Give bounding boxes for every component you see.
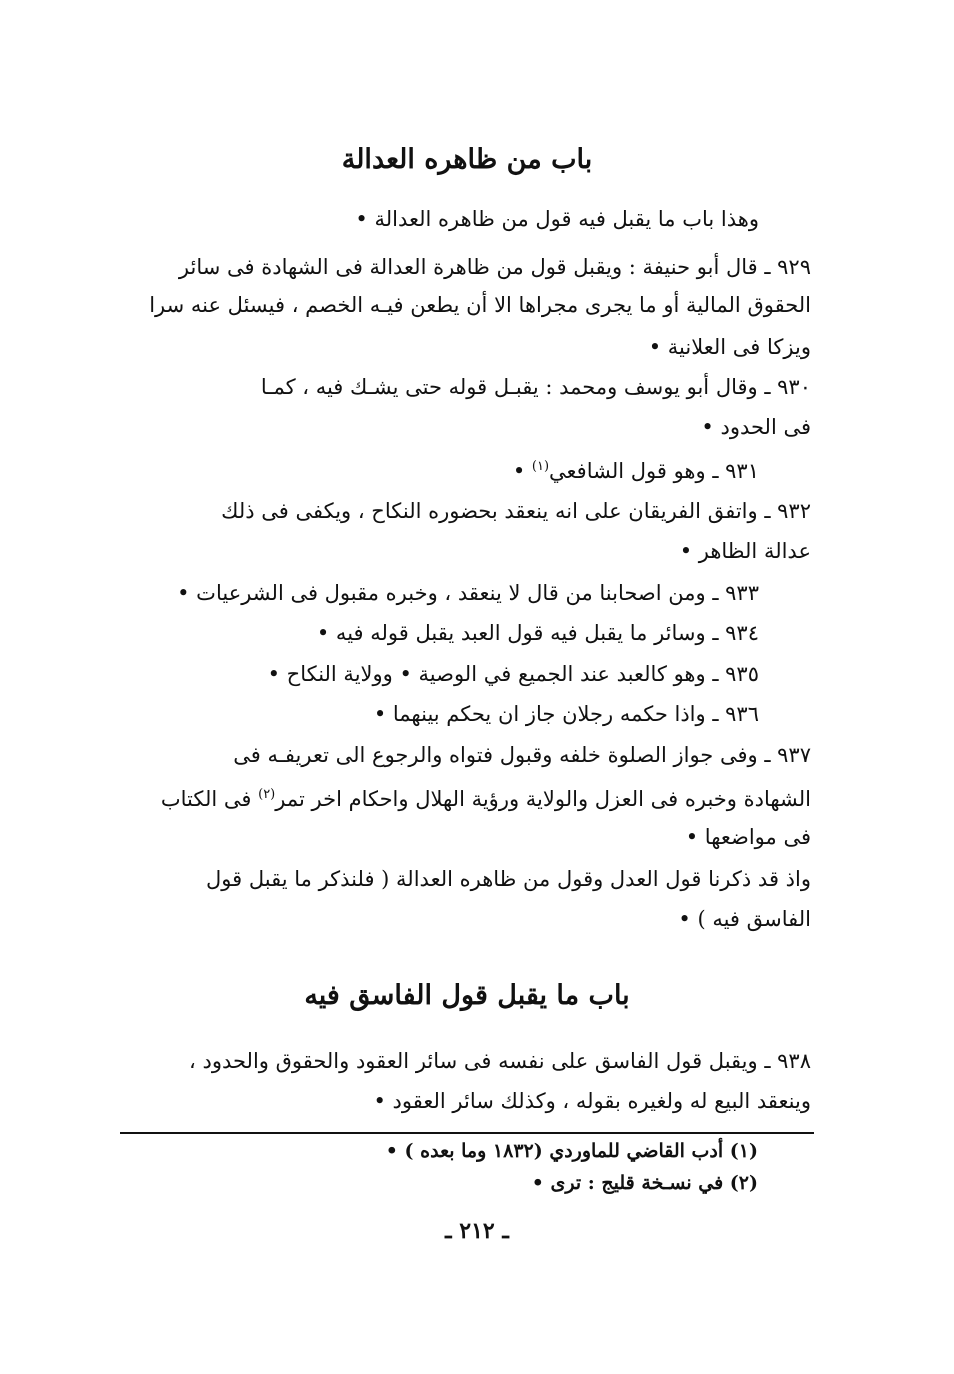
- text-line: الحقوق المالية أو ما يجرى مجراها الا أن يطعن فيـه الخصم ، فيسئل عنه سرا: [149, 293, 811, 317]
- text-line: ٩٣١ ـ وهو قول الشافعي: [549, 459, 759, 483]
- section-title-sinner-testimony: باب ما يقبل قول الفاسق فيه: [304, 980, 630, 1011]
- text-line: ٩٣٢ ـ واتفق الفريقان على انه ينعقد بحضوره النكاح ، ويكفى فى ذلك: [221, 499, 811, 523]
- text-line-937-cont: [121, 778, 811, 816]
- section-title-apparent-justice: باب من ظاهره العدالة: [341, 144, 593, 175]
- footnote-divider: [120, 1132, 814, 1134]
- text-line: ٩٣٤ ـ وسائر ما يقبل فيه قول العبد يقبل قوله فيه •: [316, 621, 759, 645]
- footnote-ref-1: (١): [531, 459, 550, 474]
- text-line: وهذا باب ما يقبل فيه قول من ظاهره العدالة •: [355, 207, 759, 231]
- text-line: الفاسق فيه ) •: [678, 907, 811, 931]
- text-line: ٩٣٠ ـ وقال أبو يوسف ومحمد : يقبـل قوله حتى يشـك فيه ، كمـا: [260, 375, 811, 399]
- text-line: ٩٣٨ ـ ويقبل قول الفاسق على نفسه فى سائر العقود والحقوق والحدود ،: [189, 1049, 811, 1073]
- text-line: فى مواضعها •: [685, 825, 811, 849]
- text-line: عدالة الظاهر •: [679, 539, 811, 563]
- text-line: ويزكا فى العلانية •: [648, 335, 811, 359]
- text-line-931: [119, 450, 759, 488]
- text-line-tail: فى الكتاب: [160, 787, 259, 811]
- text-line: ٩٣٥ ـ وهو كالعبد عند الجميع في الوصية • وولاية النكاح •: [267, 662, 759, 686]
- text-line: ٩٣٧ ـ وفى جواز الصلوة خلفه وقبول فتواه والرجوع الى تعريفـه فى: [233, 743, 811, 767]
- text-line: ٩٢٩ ـ قال أبو حنيفة : ويقبل قول من ظاهرة العدالة فى الشهادة فى سائر: [178, 255, 811, 279]
- text-line: ٩٣٦ ـ واذا حكمه رجلان جاز ان يحكم بينهما •: [373, 702, 759, 726]
- text-line-tail: •: [512, 459, 532, 483]
- text-line: فى الحدود •: [701, 415, 811, 439]
- text-line: ٩٣٣ ـ ومن اصحابنا من قال لا ينعقد ، وخبره مقبول فى الشرعيات •: [177, 581, 759, 605]
- footnote-1: (١) أدب القاضي للماوردي (١٨٣٢ وما بعده ) •: [385, 1140, 758, 1162]
- text-line: وينعقد البيع له ولغيره بقوله ، وكذلك سائر العقود •: [373, 1089, 811, 1113]
- text-line: الشهادة وخبره فى العزل والولاية ورؤية الهلال واحكام اخر تمر: [275, 787, 811, 811]
- text-line: واذ قد ذكرنا قول العدل وقول من ظاهره العدالة ( فلنذكر ما يقبل قول: [206, 867, 811, 891]
- page-number: ـ ٢١٢ ـ: [445, 1218, 509, 1244]
- footnote-ref-2: (٢): [258, 787, 276, 802]
- footnote-2: (٢) في نسـخة قليج : ترى •: [531, 1172, 758, 1194]
